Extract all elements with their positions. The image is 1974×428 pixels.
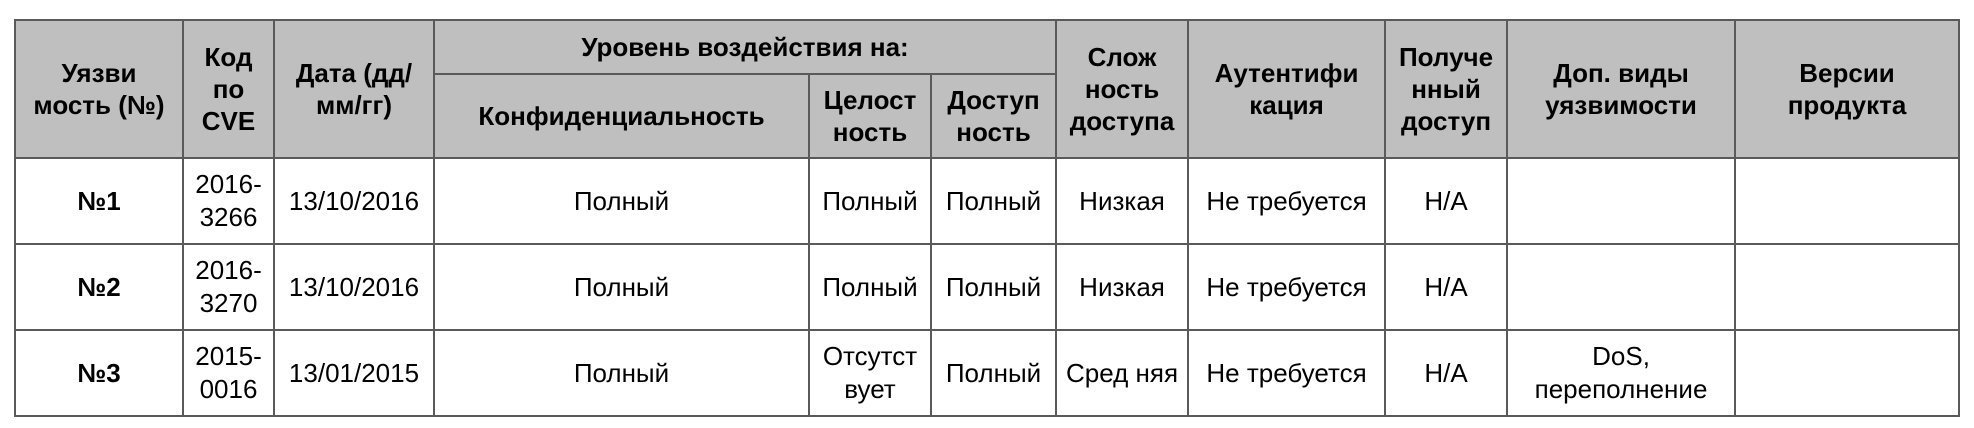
cell-product-versions bbox=[1735, 244, 1959, 330]
header-vuln-number: Уязви мость (№) bbox=[15, 20, 183, 158]
cell-vuln-number: №1 bbox=[15, 158, 183, 244]
header-date: Дата (дд/ мм/гг) bbox=[274, 20, 434, 158]
table-row bbox=[15, 244, 1959, 330]
cell-product-versions bbox=[1735, 158, 1959, 244]
cell-date: 13/01/2015 bbox=[274, 330, 434, 416]
cell-integrity: Полный bbox=[809, 158, 931, 244]
cell-date: 13/10/2016 bbox=[274, 244, 434, 330]
header-authentication: Аутентифи кация bbox=[1188, 20, 1385, 158]
header-product-versions: Версии продукта bbox=[1735, 20, 1959, 158]
header-access-complexity: Слож ность доступа bbox=[1056, 20, 1188, 158]
cell-access-complexity: Низкая bbox=[1056, 244, 1188, 330]
cell-gained-access: Н/А bbox=[1385, 158, 1507, 244]
cell-availability: Полный bbox=[931, 244, 1056, 330]
cell-extra-vuln-types: DoS, переполнение bbox=[1507, 330, 1735, 416]
vulnerability-table bbox=[14, 19, 1960, 417]
table-header bbox=[15, 20, 1959, 158]
cell-confidentiality: Полный bbox=[434, 244, 809, 330]
cell-availability: Полный bbox=[931, 330, 1056, 416]
cell-authentication: Не требуется bbox=[1188, 244, 1385, 330]
cell-cve-code: 2016- 3270 bbox=[183, 244, 274, 330]
header-confidentiality: Конфиденциальность bbox=[434, 74, 809, 158]
table-body bbox=[15, 158, 1959, 416]
header-gained-access: Получе нный доступ bbox=[1385, 20, 1507, 158]
table-row bbox=[15, 158, 1959, 244]
cell-cve-code: 2016- 3266 bbox=[183, 158, 274, 244]
cell-access-complexity: Низкая bbox=[1056, 158, 1188, 244]
cell-availability: Полный bbox=[931, 158, 1056, 244]
cell-access-complexity: Сред няя bbox=[1056, 330, 1188, 416]
cell-date: 13/10/2016 bbox=[274, 158, 434, 244]
cell-gained-access: Н/А bbox=[1385, 330, 1507, 416]
header-integrity: Целост ность bbox=[809, 74, 931, 158]
header-availability: Доступ ность bbox=[931, 74, 1056, 158]
cell-extra-vuln-types bbox=[1507, 244, 1735, 330]
cell-gained-access: Н/А bbox=[1385, 244, 1507, 330]
cell-authentication: Не требуется bbox=[1188, 158, 1385, 244]
cell-vuln-number: №3 bbox=[15, 330, 183, 416]
cell-product-versions bbox=[1735, 330, 1959, 416]
cell-integrity: Отсутст вует bbox=[809, 330, 931, 416]
cell-authentication: Не требуется bbox=[1188, 330, 1385, 416]
cell-extra-vuln-types bbox=[1507, 158, 1735, 244]
table-row bbox=[15, 330, 1959, 416]
vulnerability-table-container bbox=[14, 19, 1960, 417]
cell-cve-code: 2015- 0016 bbox=[183, 330, 274, 416]
cell-vuln-number: №2 bbox=[15, 244, 183, 330]
header-extra-vuln-types: Доп. виды уязвимости bbox=[1507, 20, 1735, 158]
cell-confidentiality: Полный bbox=[434, 330, 809, 416]
cell-integrity: Полный bbox=[809, 244, 931, 330]
cell-confidentiality: Полный bbox=[434, 158, 809, 244]
header-impact-level: Уровень воздействия на: bbox=[434, 20, 1056, 74]
header-cve-code: Код по CVE bbox=[183, 20, 274, 158]
